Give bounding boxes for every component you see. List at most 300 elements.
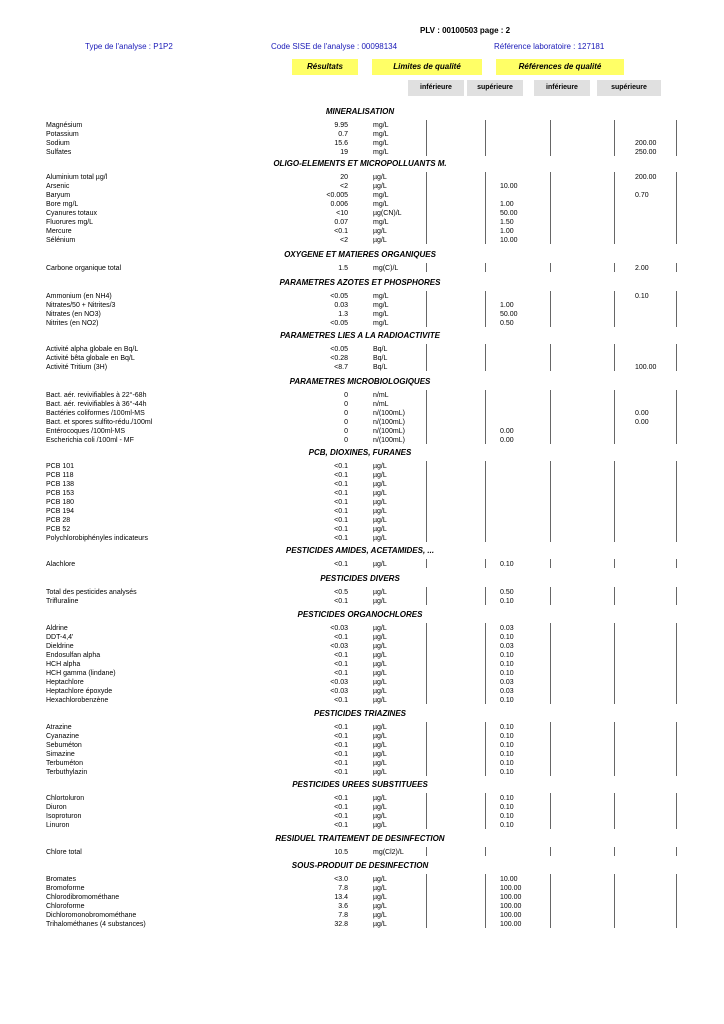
parameter-name: PCB 153 xyxy=(46,490,75,497)
result-unit: µg/L xyxy=(373,183,387,190)
result-unit: µg/L xyxy=(373,499,387,506)
result-value: <8.7 xyxy=(334,364,348,371)
parameter-name: Carbone organique total xyxy=(46,265,122,272)
table-row xyxy=(0,292,724,301)
limit-lower-header: inférieure xyxy=(408,80,464,96)
column-divider xyxy=(614,120,615,156)
result-unit: µg/L xyxy=(373,795,387,802)
parameter-name: Alachlore xyxy=(46,561,76,568)
result-value: <0.1 xyxy=(334,228,348,235)
result-value: <0.1 xyxy=(334,561,348,568)
column-divider xyxy=(614,623,615,704)
result-value: 0 xyxy=(344,401,348,408)
column-divider xyxy=(676,874,677,928)
parameter-name: Chloroforme xyxy=(46,903,85,910)
result-value: <0.1 xyxy=(334,751,348,758)
quality-limit: 0.00 xyxy=(500,428,514,435)
column-divider xyxy=(614,793,615,829)
limit-upper-header: supérieure xyxy=(467,80,523,96)
table-row xyxy=(0,480,724,489)
quality-limit: 0.10 xyxy=(500,634,514,641)
result-unit: µg/L xyxy=(373,652,387,659)
section-title: OXYGENE ET MATIERES ORGANIQUES xyxy=(284,250,436,259)
quality-reference: 100.00 xyxy=(635,364,657,371)
column-divider xyxy=(485,291,486,327)
result-value: <0.03 xyxy=(330,643,348,650)
quality-limit: 50.00 xyxy=(500,210,518,217)
table-row xyxy=(0,236,724,245)
parameter-name: Potassium xyxy=(46,131,79,138)
result-unit: µg/L xyxy=(373,876,387,883)
table-row xyxy=(0,436,724,445)
result-value: <0.05 xyxy=(330,346,348,353)
parameter-name: Isoproturon xyxy=(46,813,82,820)
parameter-name: Aluminium total µg/l xyxy=(46,174,108,181)
table-row xyxy=(0,498,724,507)
result-unit: mg(Cl2)/L xyxy=(373,849,404,856)
quality-limit: 0.03 xyxy=(500,625,514,632)
table-row xyxy=(0,310,724,319)
table-row xyxy=(0,723,724,732)
column-divider xyxy=(426,291,427,327)
column-divider xyxy=(550,587,551,605)
quality-limit: 100.00 xyxy=(500,894,522,901)
result-unit: µg/L xyxy=(373,661,387,668)
parameter-name: Nitrites (en NO2) xyxy=(46,320,99,327)
column-divider xyxy=(550,623,551,704)
table-row xyxy=(0,732,724,741)
result-value: 10.5 xyxy=(334,849,348,856)
table-row xyxy=(0,893,724,902)
column-divider xyxy=(485,390,486,444)
table-row xyxy=(0,182,724,191)
table-row xyxy=(0,902,724,911)
result-unit: µg/L xyxy=(373,589,387,596)
table-row xyxy=(0,669,724,678)
table-row xyxy=(0,409,724,418)
table-row xyxy=(0,911,724,920)
parameter-name: Baryum xyxy=(46,192,71,199)
quality-limit: 0.10 xyxy=(500,561,514,568)
result-value: 15.6 xyxy=(334,140,348,147)
section-title: PARAMETRES MICROBIOLOGIQUES xyxy=(289,377,431,386)
result-unit: µg/L xyxy=(373,625,387,632)
parameter-name: Nitrates/50 + Nitrites/3 xyxy=(46,302,116,309)
column-divider xyxy=(676,847,677,856)
result-value: <0.1 xyxy=(334,822,348,829)
table-row xyxy=(0,427,724,436)
table-row xyxy=(0,319,724,328)
result-unit: mg/L xyxy=(373,149,389,156)
column-divider xyxy=(426,461,427,542)
quality-limit: 0.10 xyxy=(500,813,514,820)
parameter-name: Trifluraline xyxy=(46,598,79,605)
result-unit: Bq/L xyxy=(373,364,388,371)
quality-limit: 0.10 xyxy=(500,661,514,668)
quality-reference: 200.00 xyxy=(635,140,657,147)
quality-limit: 100.00 xyxy=(500,903,522,910)
result-unit: µg/L xyxy=(373,912,387,919)
result-unit: µg/L xyxy=(373,228,387,235)
reference-lower-header: inférieure xyxy=(534,80,590,96)
result-value: 3.6 xyxy=(338,903,348,910)
result-value: <0.1 xyxy=(334,481,348,488)
quality-limit: 0.10 xyxy=(500,742,514,749)
table-row xyxy=(0,525,724,534)
table-row xyxy=(0,750,724,759)
result-unit: mg/L xyxy=(373,201,389,208)
result-value: <0.1 xyxy=(334,769,348,776)
result-value: 1.3 xyxy=(338,311,348,318)
result-unit: µg/L xyxy=(373,894,387,901)
quality-limit: 0.50 xyxy=(500,589,514,596)
section-title: MINERALISATION xyxy=(325,107,395,116)
column-divider xyxy=(550,461,551,542)
sise-code: Code SISE de l'analyse : 00098134 xyxy=(271,42,398,51)
result-unit: µg/L xyxy=(373,643,387,650)
quality-reference: 0.00 xyxy=(635,419,649,426)
column-divider xyxy=(426,793,427,829)
table-row xyxy=(0,642,724,651)
quality-limit: 0.10 xyxy=(500,751,514,758)
result-unit: n/(100mL) xyxy=(373,428,405,435)
table-row xyxy=(0,696,724,705)
result-value: 0.07 xyxy=(334,219,348,226)
table-row xyxy=(0,209,724,218)
parameter-name: Heptachlore xyxy=(46,679,84,686)
column-divider xyxy=(550,291,551,327)
parameter-name: HCH gamma (lindane) xyxy=(46,670,116,677)
table-row xyxy=(0,345,724,354)
result-unit: mg/L xyxy=(373,140,389,147)
column-divider xyxy=(676,291,677,327)
result-value: <10 xyxy=(336,210,348,217)
table-row xyxy=(0,588,724,597)
parameter-name: PCB 180 xyxy=(46,499,75,506)
result-unit: µg/L xyxy=(373,697,387,704)
quality-limit: 100.00 xyxy=(500,921,522,928)
table-row xyxy=(0,418,724,427)
result-value: <0.03 xyxy=(330,679,348,686)
quality-reference: 0.00 xyxy=(635,410,649,417)
result-unit: mg/L xyxy=(373,320,389,327)
quality-limit: 0.03 xyxy=(500,679,514,686)
result-value: <2 xyxy=(340,183,348,190)
result-value: <0.005 xyxy=(326,192,348,199)
parameter-name: Sodium xyxy=(46,140,70,147)
parameter-name: Bact. aér. revivifiables à 22°-68h xyxy=(46,392,147,399)
quality-limit: 10.00 xyxy=(500,876,518,883)
result-unit: µg/L xyxy=(373,804,387,811)
section-title: PCB, DIOXINES, FURANES xyxy=(308,448,412,457)
table-row xyxy=(0,812,724,821)
parameter-name: Heptachlore époxyde xyxy=(46,688,113,695)
result-unit: mg(C)/L xyxy=(373,265,399,272)
quality-limit: 0.10 xyxy=(500,760,514,767)
table-row xyxy=(0,821,724,830)
parameter-name: Dichloromonobromométhane xyxy=(46,912,137,919)
table-row xyxy=(0,759,724,768)
parameter-name: PCB 28 xyxy=(46,517,71,524)
parameter-name: Ammonium (en NH4) xyxy=(46,293,112,300)
column-divider xyxy=(614,263,615,272)
result-unit: n/(100mL) xyxy=(373,437,405,444)
column-divider xyxy=(614,847,615,856)
table-row xyxy=(0,803,724,812)
column-divider xyxy=(550,559,551,568)
column-divider xyxy=(614,874,615,928)
column-divider xyxy=(426,172,427,244)
quality-limit: 0.00 xyxy=(500,437,514,444)
parameter-name: Simazine xyxy=(46,751,75,758)
result-unit: µg/L xyxy=(373,237,387,244)
analysis-type: Type de l'analyse : P1P2 xyxy=(85,42,173,51)
parameter-name: PCB 138 xyxy=(46,481,75,488)
result-value: 7.8 xyxy=(338,912,348,919)
quality-limit: 0.10 xyxy=(500,724,514,731)
section-title: PESTICIDES ORGANOCHLORES xyxy=(297,610,423,619)
parameter-name: Entérocoques /100ml-MS xyxy=(46,428,125,435)
parameter-name: Escherichia coli /100ml - MF xyxy=(46,437,134,444)
column-divider xyxy=(676,390,677,444)
parameter-name: Sulfates xyxy=(46,149,72,156)
table-row xyxy=(0,148,724,157)
parameter-name: Trihalométhanes (4 substances) xyxy=(46,921,146,928)
column-divider xyxy=(550,263,551,272)
quality-limit: 0.03 xyxy=(500,643,514,650)
parameter-name: Diuron xyxy=(46,804,67,811)
parameter-name: Chlortoluron xyxy=(46,795,85,802)
table-row xyxy=(0,400,724,409)
parameter-name: Bact. et spores sulfito-rédu./100ml xyxy=(46,419,153,426)
parameter-name: Linuron xyxy=(46,822,70,829)
result-value: 7.8 xyxy=(338,885,348,892)
table-row xyxy=(0,471,724,480)
result-unit: µg/L xyxy=(373,885,387,892)
column-divider xyxy=(485,722,486,776)
result-unit: µg/L xyxy=(373,517,387,524)
quality-limit: 0.10 xyxy=(500,598,514,605)
quality-reference: 250.00 xyxy=(635,149,657,156)
parameter-name: Endosulfan alpha xyxy=(46,652,101,659)
column-divider xyxy=(485,120,486,156)
result-value: 19 xyxy=(340,149,348,156)
result-value: <0.03 xyxy=(330,625,348,632)
table-row xyxy=(0,391,724,400)
column-divider xyxy=(485,847,486,856)
quality-limit: 0.03 xyxy=(500,688,514,695)
result-value: <0.1 xyxy=(334,804,348,811)
result-value: <0.1 xyxy=(334,598,348,605)
column-divider xyxy=(485,623,486,704)
table-row xyxy=(0,560,724,569)
result-value: <0.1 xyxy=(334,697,348,704)
result-unit: n/(100mL) xyxy=(373,419,405,426)
column-divider xyxy=(550,793,551,829)
quality-limit: 10.00 xyxy=(500,183,518,190)
column-divider xyxy=(614,172,615,244)
table-row xyxy=(0,794,724,803)
table-row xyxy=(0,200,724,209)
table-row xyxy=(0,264,724,273)
result-unit: Bq/L xyxy=(373,346,388,353)
parameter-name: Magnésium xyxy=(46,122,83,129)
result-unit: mg/L xyxy=(373,192,389,199)
quality-limit: 50.00 xyxy=(500,311,518,318)
column-divider xyxy=(550,344,551,371)
result-unit: µg/L xyxy=(373,561,387,568)
section-title: OLIGO-ELEMENTS ET MICROPOLLUANTS M. xyxy=(273,159,447,168)
parameter-name: Bromoforme xyxy=(46,885,85,892)
result-value: <0.05 xyxy=(330,320,348,327)
result-unit: µg/L xyxy=(373,688,387,695)
result-value: <3.0 xyxy=(334,876,348,883)
result-value: <0.03 xyxy=(330,688,348,695)
result-unit: µg/L xyxy=(373,769,387,776)
parameter-name: HCH alpha xyxy=(46,661,81,668)
quality-limit: 1.50 xyxy=(500,219,514,226)
quality-limit: 100.00 xyxy=(500,885,522,892)
quality-limit: 1.00 xyxy=(500,228,514,235)
result-value: 0 xyxy=(344,392,348,399)
result-value: <0.1 xyxy=(334,535,348,542)
parameter-name: Bromates xyxy=(46,876,76,883)
column-divider xyxy=(614,344,615,371)
result-unit: n/(100mL) xyxy=(373,410,405,417)
result-unit: µg/L xyxy=(373,598,387,605)
result-unit: n/mL xyxy=(373,401,389,408)
result-unit: µg/L xyxy=(373,481,387,488)
quality-reference: 2.00 xyxy=(635,265,649,272)
result-value: <2 xyxy=(340,237,348,244)
column-divider xyxy=(426,120,427,156)
parameter-name: Hexachlorobenzène xyxy=(46,697,109,704)
column-divider xyxy=(485,874,486,928)
result-unit: µg/L xyxy=(373,490,387,497)
result-value: 0 xyxy=(344,410,348,417)
result-value: 1.5 xyxy=(338,265,348,272)
quality-reference: 0.70 xyxy=(635,192,649,199)
table-row xyxy=(0,227,724,236)
result-unit: µg/L xyxy=(373,472,387,479)
parameter-name: Cyanazine xyxy=(46,733,80,740)
column-divider xyxy=(485,263,486,272)
table-row xyxy=(0,173,724,182)
column-divider xyxy=(485,559,486,568)
section-title: PESTICIDES DIVERS xyxy=(320,574,400,583)
column-divider xyxy=(614,291,615,327)
result-unit: µg/L xyxy=(373,679,387,686)
quality-limit: 100.00 xyxy=(500,912,522,919)
table-row xyxy=(0,633,724,642)
column-divider xyxy=(614,722,615,776)
result-unit: mg/L xyxy=(373,293,389,300)
section-title: PESTICIDES TRIAZINES xyxy=(313,709,406,718)
result-value: 0.03 xyxy=(334,302,348,309)
column-divider xyxy=(614,559,615,568)
section-title: PESTICIDES AMIDES, ACETAMIDES, ... xyxy=(285,546,435,555)
column-divider xyxy=(676,623,677,704)
result-value: <0.1 xyxy=(334,724,348,731)
quality-limits-header: Limites de qualité xyxy=(372,59,482,75)
quality-limit: 1.00 xyxy=(500,201,514,208)
result-unit: mg/L xyxy=(373,131,389,138)
column-divider xyxy=(676,587,677,605)
column-divider xyxy=(426,623,427,704)
column-divider xyxy=(550,874,551,928)
column-divider xyxy=(676,344,677,371)
result-unit: µg/L xyxy=(373,526,387,533)
table-row xyxy=(0,462,724,471)
result-value: <0.1 xyxy=(334,733,348,740)
column-divider xyxy=(614,390,615,444)
column-divider xyxy=(426,344,427,371)
table-row xyxy=(0,354,724,363)
result-unit: µg/L xyxy=(373,742,387,749)
column-divider xyxy=(676,722,677,776)
result-value: <0.1 xyxy=(334,508,348,515)
result-value: <0.5 xyxy=(334,589,348,596)
table-row xyxy=(0,660,724,669)
column-divider xyxy=(550,390,551,444)
result-value: <0.1 xyxy=(334,795,348,802)
table-row xyxy=(0,651,724,660)
quality-limit: 0.10 xyxy=(500,795,514,802)
column-divider xyxy=(426,559,427,568)
column-divider xyxy=(550,120,551,156)
parameter-name: Bactéries coliformes /100ml-MS xyxy=(46,410,145,417)
result-value: <0.1 xyxy=(334,634,348,641)
table-row xyxy=(0,489,724,498)
parameter-name: Atrazine xyxy=(46,724,72,731)
parameter-name: PCB 101 xyxy=(46,463,75,470)
result-value: <0.1 xyxy=(334,760,348,767)
table-row xyxy=(0,678,724,687)
result-value: 0 xyxy=(344,419,348,426)
column-divider xyxy=(426,874,427,928)
parameter-name: Mercure xyxy=(46,228,72,235)
quality-limit: 0.10 xyxy=(500,670,514,677)
table-row xyxy=(0,884,724,893)
section-title: PARAMETRES AZOTES ET PHOSPHORES xyxy=(279,278,441,287)
table-row xyxy=(0,920,724,929)
parameter-name: Chlore total xyxy=(46,849,82,856)
result-unit: Bq/L xyxy=(373,355,388,362)
table-row xyxy=(0,848,724,857)
parameter-name: Dieldrine xyxy=(46,643,74,650)
result-value: <0.1 xyxy=(334,742,348,749)
result-unit: µg/L xyxy=(373,174,387,181)
result-unit: µg/L xyxy=(373,733,387,740)
table-row xyxy=(0,139,724,148)
parameter-name: Sélénium xyxy=(46,237,76,244)
quality-limit: 0.10 xyxy=(500,733,514,740)
section-title: RESIDUEL TRAITEMENT DE DESINFECTION xyxy=(275,834,445,843)
result-value: 0 xyxy=(344,428,348,435)
result-value: <0.1 xyxy=(334,526,348,533)
table-row xyxy=(0,121,724,130)
parameter-name: Nitrates (en NO3) xyxy=(46,311,101,318)
column-divider xyxy=(426,847,427,856)
parameter-name: Sebuméton xyxy=(46,742,82,749)
result-unit: µg/L xyxy=(373,634,387,641)
table-row xyxy=(0,191,724,200)
column-divider xyxy=(676,120,677,156)
quality-reference: 200.00 xyxy=(635,174,657,181)
parameter-name: Activité Tritium (3H) xyxy=(46,364,108,371)
result-unit: mg/L xyxy=(373,219,389,226)
result-unit: µg/L xyxy=(373,670,387,677)
